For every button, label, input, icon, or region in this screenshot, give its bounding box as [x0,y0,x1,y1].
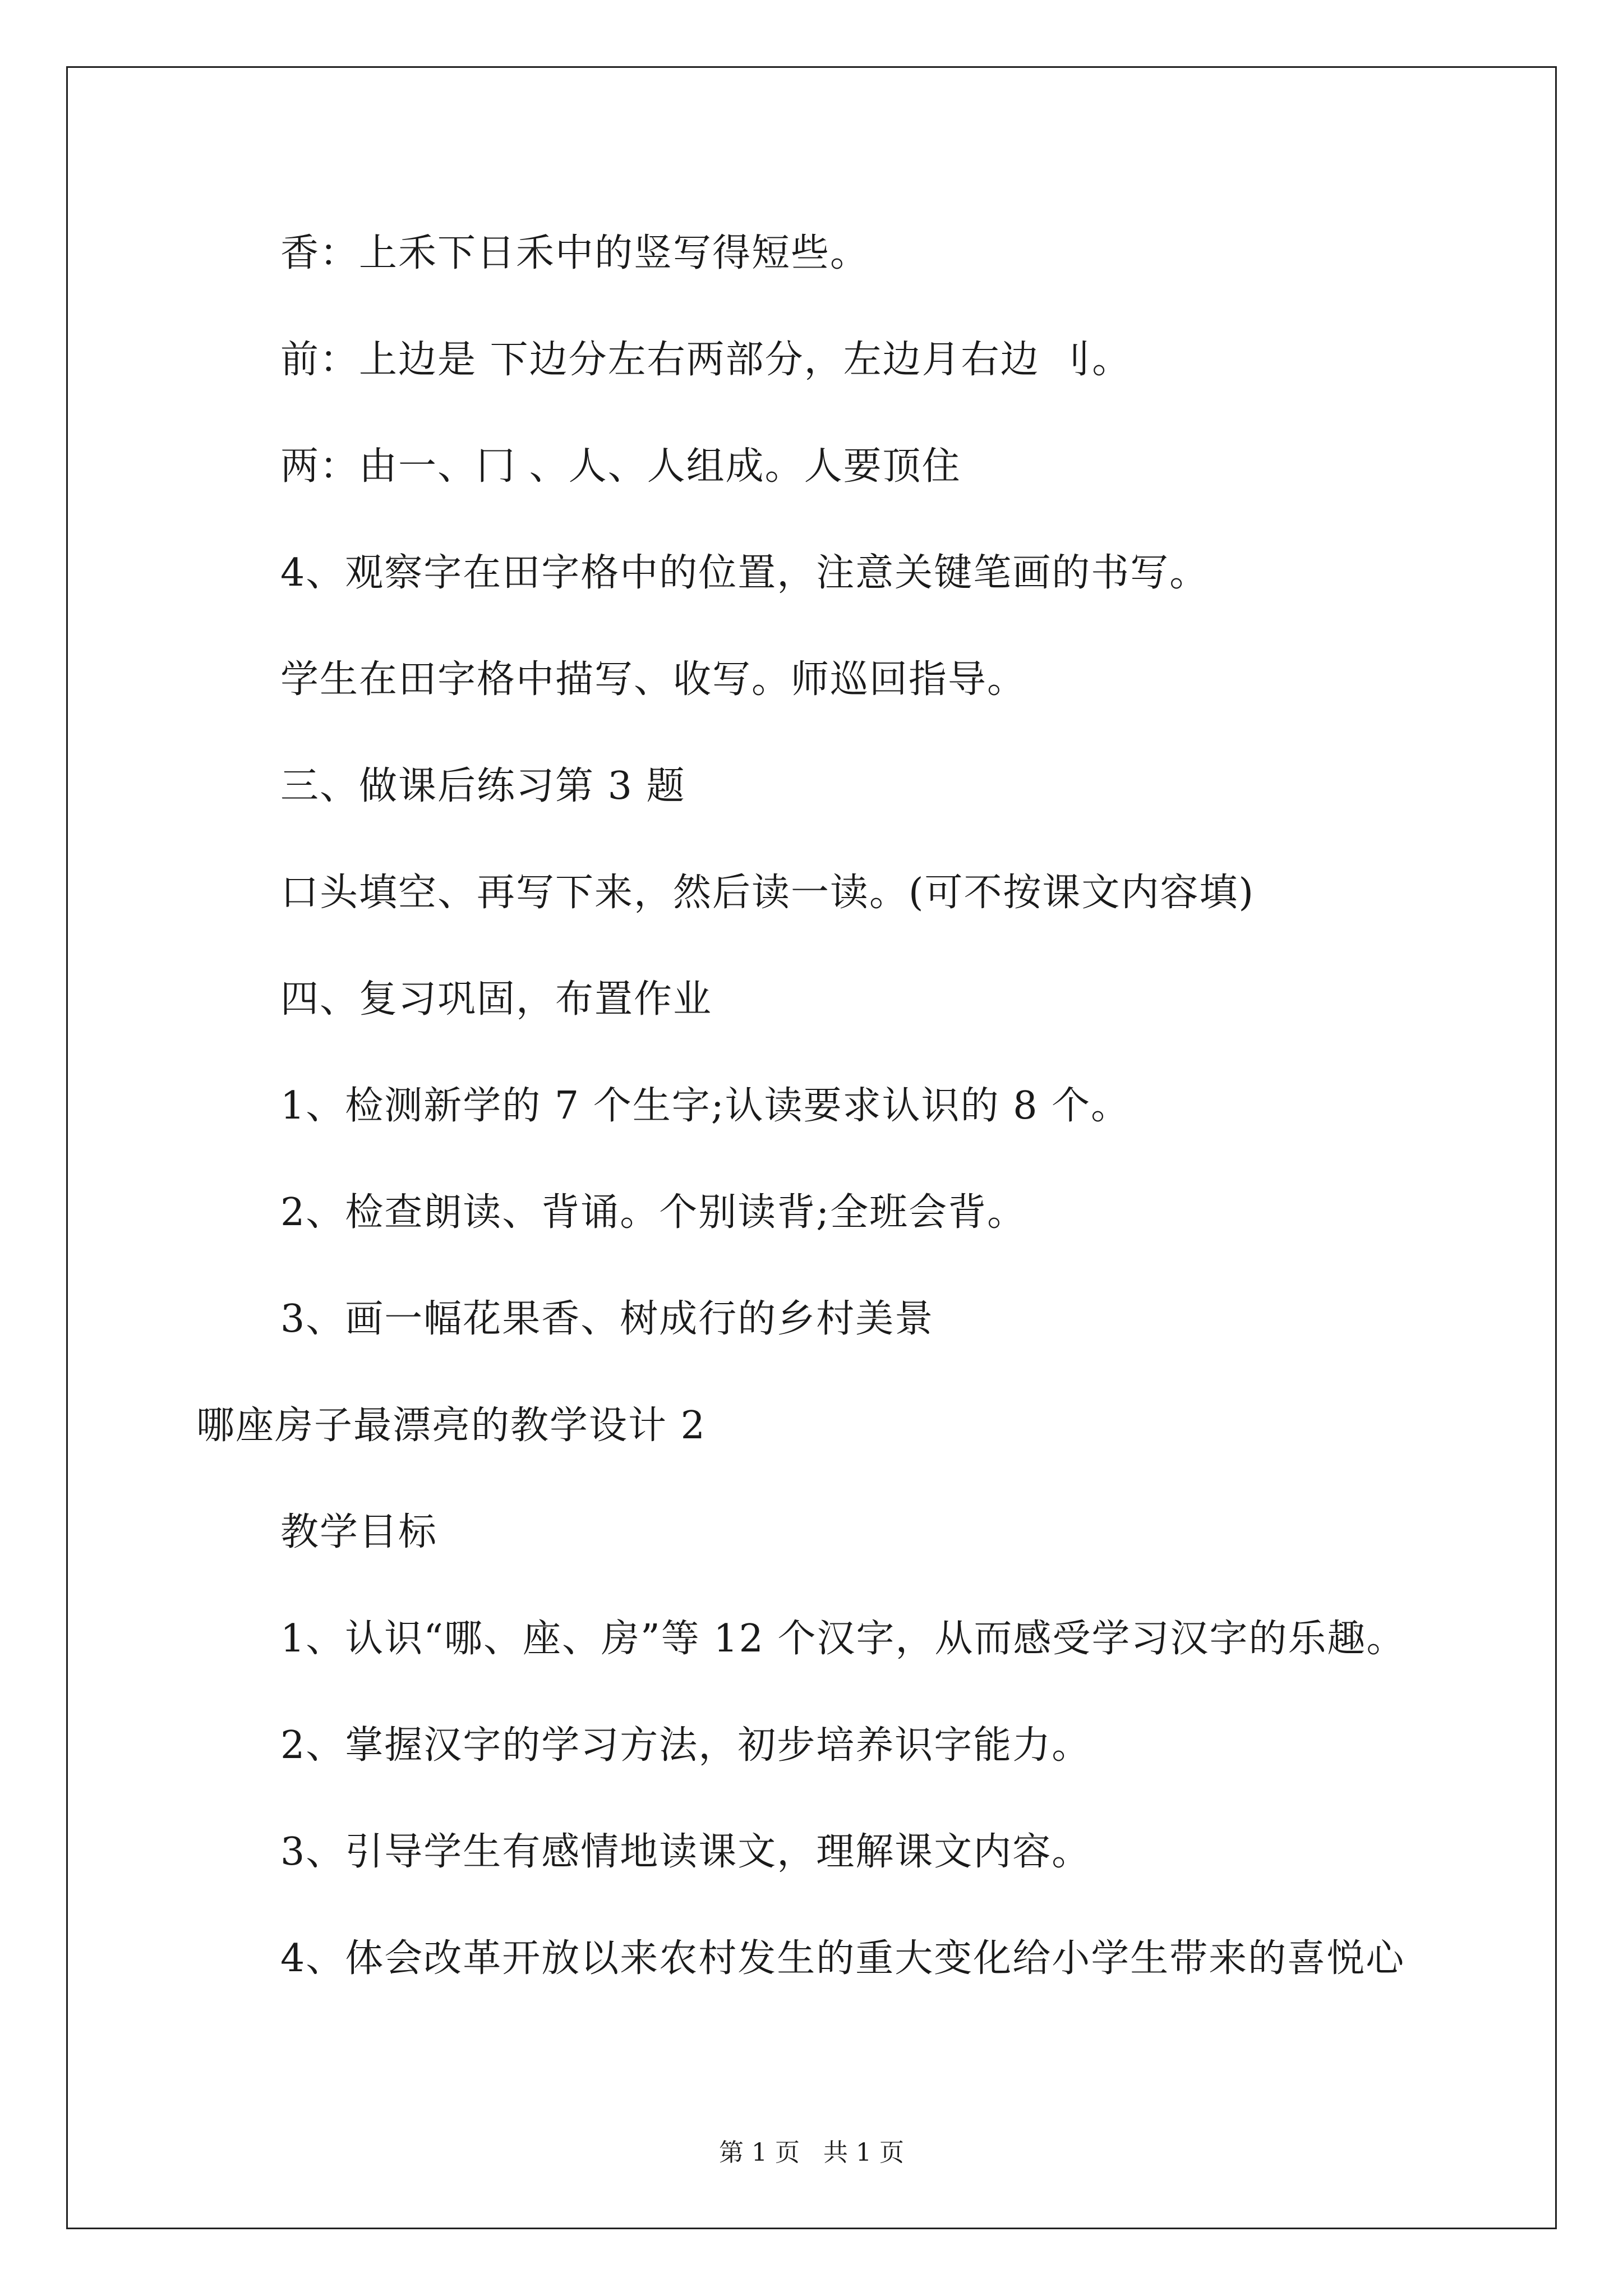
page-border [66,66,1557,2229]
section-line-5: 4、体会改革开放以来农村发生的重大变化给小学生带来的喜悦心 [280,1936,1405,1981]
text-line-7: 口头填空、再写下来，然后读一读。(可不按课文内容填) [280,871,1255,915]
page-footer: 第 1 页 共 1 页 [719,2138,904,2167]
text-line-1: 香：上禾下日禾中的竖写得短些。 [280,231,870,275]
section-line-1: 教学目标 [280,1510,438,1554]
text-line-2: 前：上边是 下边分左右两部分，左边月右边 刂。 [280,338,1132,382]
text-line-4: 4、观察字在田字格中的位置，注意关键笔画的书写。 [280,551,1209,595]
text-line-10: 2、检查朗读、背诵。个别读背;全班会背。 [280,1190,1027,1235]
text-line-6: 三、做课后练习第 3 题 [280,764,686,808]
section-line-4: 3、引导学生有感情地读课文，理解课文内容。 [280,1830,1091,1874]
section-title: 哪座房子最漂亮的教学设计 2 [196,1404,706,1448]
text-line-8: 四、复习巩固，布置作业 [280,977,713,1022]
section-line-2: 1、认识“哪、座、房”等 12 个汉字，从而感受学习汉字的乐趣。 [280,1617,1406,1661]
section-line-3: 2、掌握汉字的学习方法，初步培养识字能力。 [280,1723,1091,1768]
text-line-9: 1、检测新学的 7 个生字;认读要求认识的 8 个。 [280,1084,1131,1128]
text-line-11: 3、画一幅花果香、树成行的乡村美景 [280,1297,934,1341]
text-line-3: 两：由一、冂 、人、人组成。人要顶住 [280,444,961,489]
text-line-5: 学生在田字格中描写、收写。师巡回指导。 [280,657,1027,702]
